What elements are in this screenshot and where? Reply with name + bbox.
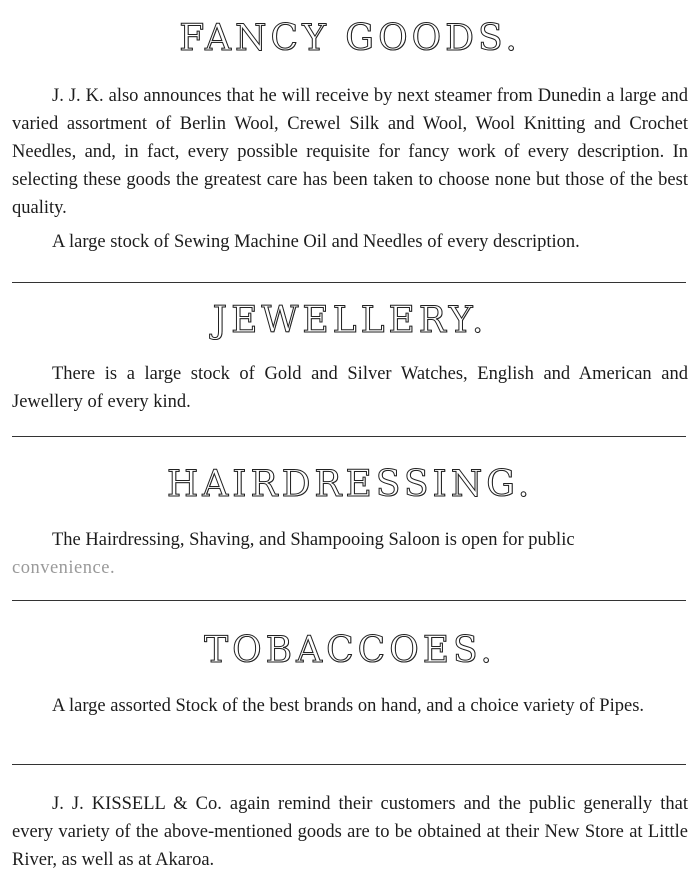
section-fancy-goods	[12, 20, 688, 256]
paragraph-closing-notice: J. J. KISSELL & Co. again remind their customers and the public generally that every variety of the above-mentioned goods are to be obtained at their New Store at Little River, as well as at Akaroa.	[12, 794, 688, 870]
heading-tobaccoes: TOBACCOES.	[204, 630, 496, 671]
paragraph-hairdressing	[12, 526, 688, 582]
paragraph-jewellery: There is a large stock of Gold and Silver Watches, English and American and Jewellery of every kind.	[12, 364, 688, 412]
divider-rule	[12, 436, 686, 437]
paragraph-fancy-goods-2: A large stock of Sewing Machine Oil and Needles of every description.	[52, 232, 580, 252]
section-tobaccoes	[12, 632, 688, 720]
heading-jewellery: JEWELLERY.	[212, 300, 488, 341]
paragraph-fancy-goods-1: J. J. K. also announces that he will receive by next steamer from Dunedin a large and varied assortment of Berlin Wool, Crewel Silk and Wool, Wool Knitting and Crochet Needles, and, in fact, every possible requisite for fancy work of every description. In selecting these goods the greatest care has been taken to choose none but those of the best quality.	[12, 86, 688, 218]
heading-fancy-goods: FANCY GOODS.	[179, 18, 521, 59]
divider-rule	[12, 282, 686, 283]
divider-rule	[12, 600, 686, 601]
paragraph-hairdressing-text: The Hairdressing, Shaving, and Shampooing Saloon is open for public	[52, 530, 575, 550]
divider-rule	[12, 764, 686, 765]
section-jewellery	[12, 302, 688, 416]
section-closing-notice	[12, 790, 688, 874]
heading-hairdressing: HAIRDRESSING.	[166, 464, 534, 505]
paragraph-tobaccoes: A large assorted Stock of the best brands on hand, and a choice variety of Pipes.	[52, 696, 645, 716]
paragraph-hairdressing-faded-tail: convenience.	[12, 558, 116, 578]
section-hairdressing	[12, 466, 688, 582]
